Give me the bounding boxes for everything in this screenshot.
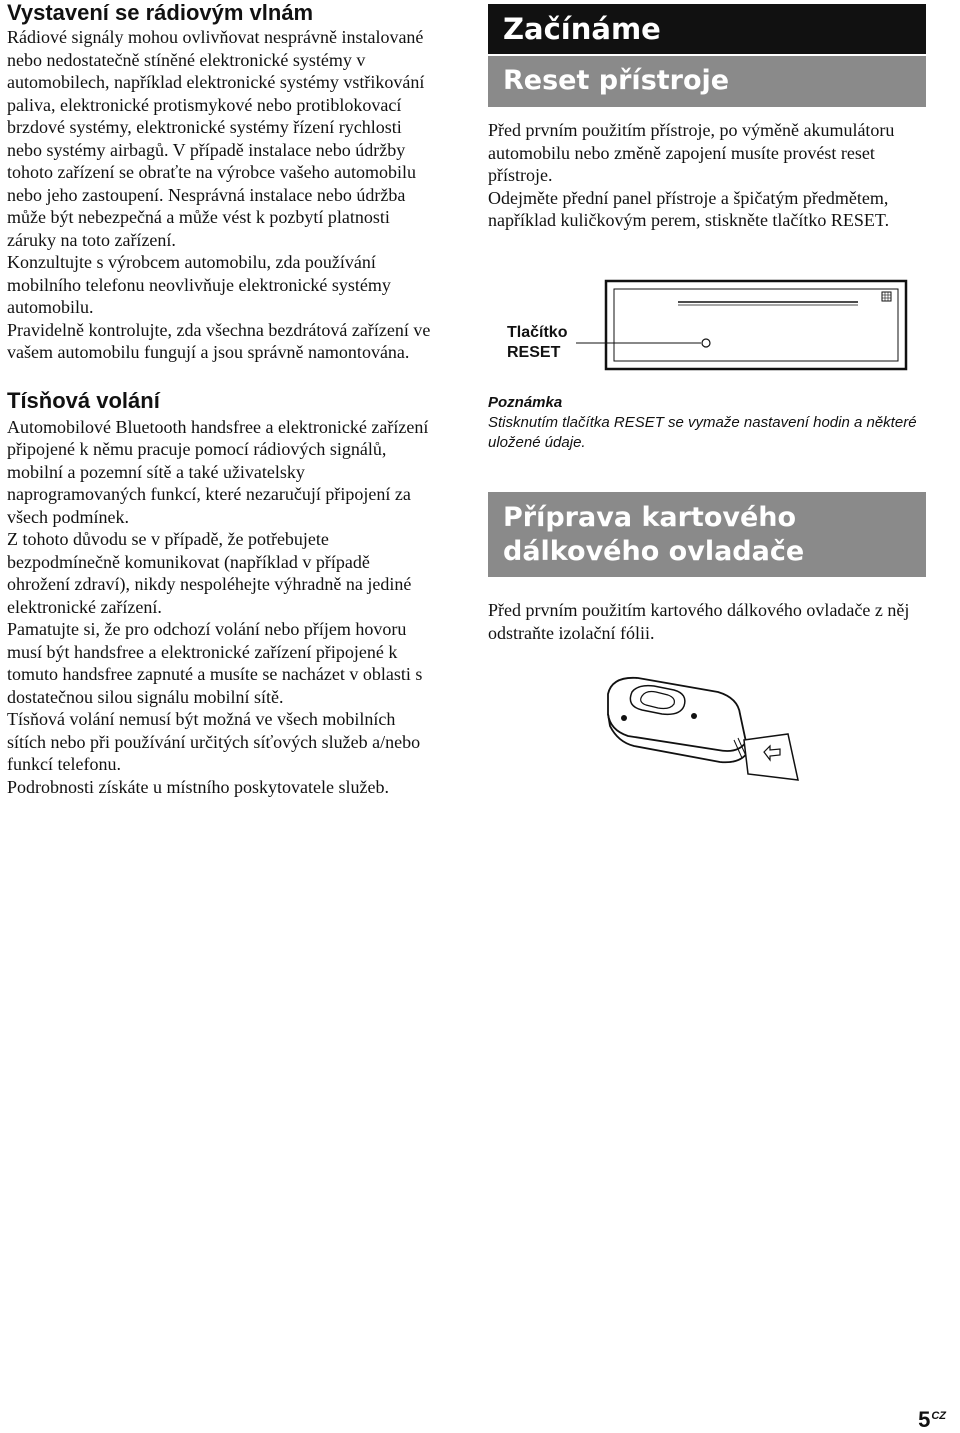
callout-line: RESET [507, 344, 561, 361]
section-radio-waves-body [7, 26, 437, 364]
note-title: Poznámka [488, 394, 563, 411]
paragraph: Tísňová volání nemusí být možná ve všech mobilních sítích nebo při používání určitých síťových služeb a/nebo funkcí telefonu. [7, 709, 421, 774]
section-emergency-calls-body [7, 416, 437, 799]
card-remote-illustration [598, 670, 898, 790]
section-title-emergency-calls: Tísňová volání [7, 387, 160, 413]
language-code: CZ [931, 1410, 946, 1422]
paragraph: Odejměte přední panel přístroje a špičatým předmětem, například kuličkovým perem, stiskněte tlačítko RESET. [488, 187, 890, 230]
reset-button-hole [702, 339, 710, 347]
chapter-banner: Začínáme [488, 4, 926, 54]
remote-body [608, 678, 746, 751]
paragraph: Konzultujte s výrobcem automobilu, zda používání mobilního telefonu neovlivňuje elektronické systémy automobilu. [7, 252, 391, 317]
paragraph: Podrobnosti získáte u místního poskytovatele služeb. [7, 776, 389, 797]
note-block [488, 393, 926, 453]
section-banner-remote: Příprava kartového dálkového ovladače [488, 492, 926, 577]
section-banner-reset: Reset přístroje [488, 56, 926, 107]
page-number-value: 5 [918, 1407, 931, 1432]
section-title-radio-waves: Vystavení se rádiovým vlnám [7, 0, 314, 25]
paragraph: Automobilové Bluetooth handsfree a elektronické zařízení připojené k němu pracuje pomocí rádiových signálů, mobilní a pozemní sítě a také uživatelsky naprogramovaných funkcí, které nezaručují připojení za všech podmínek. [7, 416, 429, 527]
paragraph: Před prvním použitím kartového dálkového ovladače z něj odstraňte izolační fólii. [488, 600, 910, 643]
page-number [918, 1407, 946, 1433]
device-front-illustration [488, 278, 926, 378]
remote-small-button [621, 715, 627, 721]
device-body [606, 281, 906, 369]
paragraph: Pamatujte si, že pro odchozí volání nebo příjem hovoru musí být handsfree a elektronické zařízení připojené k tomuto handsfree zapnuté a musíte se nacházet v oblasti s dostatečnou silou signálu mobilní sítě. [7, 619, 423, 707]
paragraph: Pravidelně kontrolujte, zda všechna bezdrátová zařízení ve vašem automobilu fungují a jsou správně namontována. [7, 319, 431, 362]
reset-body [488, 119, 926, 232]
note-text: Stisknutím tlačítka RESET se vymaže nastavení hodin a některé uložené údaje. [488, 414, 917, 451]
insulation-sheet [744, 734, 798, 780]
remote-body [488, 599, 926, 644]
left-column [7, 0, 437, 798]
remote-small-button [691, 713, 697, 719]
paragraph: Z tohoto důvodu se v případě, že potřebujete bezpodmínečně komunikovat (například v případě ohrožení zdraví), nikdy nespoléhejte výhradně na jediné elektronické zařízení. [7, 529, 412, 617]
device-inner-frame [614, 289, 898, 361]
paragraph: Rádiové signály mohou ovlivňovat nesprávně instalované nebo nedostatečně stíněné elektronické systémy v automobilech, například elektronické systémy vstřikování paliva, elektronické protismykové nebo protiblokovací brzdové systémy, elektronické systémy řízení rychlosti nebo systémy airbagů. V případě instalace nebo údržby tohoto zařízení se obraťte na výrobce vašeho automobilu nebo jeho zastoupení. Nesprávná instalace nebo údržba může být nebezpečná a může vést k pozbytí platnosti záruky na toto zařízení. [7, 27, 425, 250]
paragraph: Před prvním použitím přístroje, po výměně akumulátoru automobilu nebo změně zapojení musíte provést reset přístroje. [488, 120, 895, 185]
callout-line: Tlačítko [507, 324, 568, 341]
grid-icon [882, 292, 891, 301]
